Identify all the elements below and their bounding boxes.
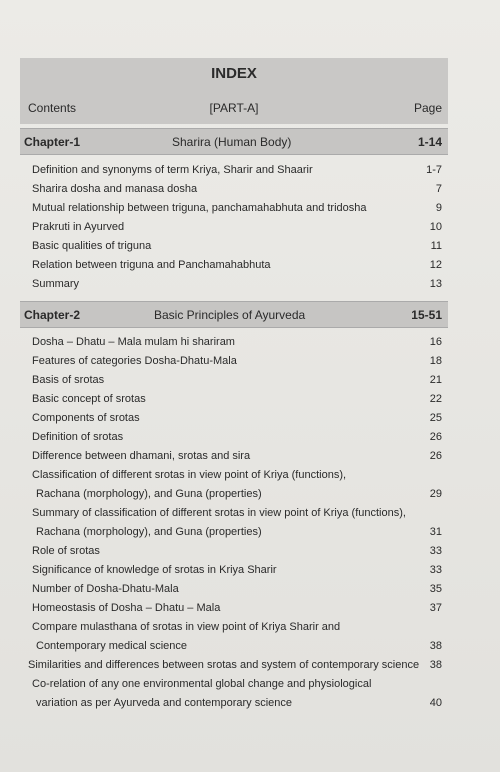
toc-entry[interactable] xyxy=(28,656,442,675)
entry-page: 26 xyxy=(429,431,442,443)
entry-title: Contemporary medical science xyxy=(36,640,188,652)
toc-entry[interactable] xyxy=(32,180,442,199)
toc-entry[interactable] xyxy=(32,371,442,390)
entry-title: Number of Dosha-Dhatu-Mala xyxy=(32,583,179,595)
toc-entry[interactable] xyxy=(32,199,442,218)
entry-title: Summary of classification of different srotas in view point of Kriya (functions), xyxy=(32,507,406,519)
toc-entry[interactable] xyxy=(32,561,442,580)
entry-title: Basis of srotas xyxy=(32,374,105,386)
entry-title: Components of srotas xyxy=(32,412,140,424)
entry-title: Relation between triguna and Panchamahabhuta xyxy=(32,259,271,271)
entry-page: 37 xyxy=(429,602,442,614)
toc-entry[interactable] xyxy=(32,485,442,504)
toc-entry[interactable] xyxy=(32,428,442,447)
entry-page: 38 xyxy=(429,640,442,652)
chapter-1-bar xyxy=(20,128,448,155)
chapter-2-entries xyxy=(28,333,442,713)
entry-page: 38 xyxy=(429,659,442,671)
toc-entry[interactable] xyxy=(32,675,442,694)
toc-entry[interactable] xyxy=(32,523,442,542)
toc-entry[interactable] xyxy=(32,637,442,656)
entry-title: Dosha – Dhatu – Mala mulam hi shariram xyxy=(32,336,235,348)
chapter-number: Chapter-1 xyxy=(24,135,81,149)
entry-page: 13 xyxy=(429,278,442,290)
entry-page: 25 xyxy=(429,412,442,424)
entry-title: Role of srotas xyxy=(32,545,100,557)
entry-title: Homeostasis of Dosha – Dhatu – Mala xyxy=(32,602,221,614)
toc-entry[interactable] xyxy=(32,694,442,713)
toc-entry[interactable] xyxy=(32,352,442,371)
entry-page: 40 xyxy=(429,697,442,709)
chapter-title: Basic Principles of Ayurveda xyxy=(154,308,306,322)
entry-page: 10 xyxy=(429,221,442,233)
entry-page: 16 xyxy=(429,336,442,348)
toc-entry[interactable] xyxy=(32,542,442,561)
chapter-pages: 15-51 xyxy=(411,308,442,322)
entry-title: Rachana (morphology), and Guna (properties) xyxy=(36,526,262,538)
chapter-title: Sharira (Human Body) xyxy=(172,135,292,149)
entry-page: 35 xyxy=(429,583,442,595)
toc-entry[interactable] xyxy=(32,466,442,485)
index-header xyxy=(20,58,448,124)
entry-page: 1-7 xyxy=(426,164,442,176)
entry-page: 18 xyxy=(429,355,442,367)
toc-entry[interactable] xyxy=(32,409,442,428)
entry-title: Prakruti in Ayurved xyxy=(32,221,125,233)
toc-entry[interactable] xyxy=(32,504,442,523)
toc-entry[interactable] xyxy=(32,447,442,466)
entry-title: Definition and synonyms of term Kriya, Sharir and Shaarir xyxy=(32,164,313,176)
entry-title: Definition of srotas xyxy=(32,431,124,443)
entry-page: 7 xyxy=(435,183,442,195)
toc-entry[interactable] xyxy=(32,390,442,409)
entry-title: Summary xyxy=(32,278,80,290)
toc-entry[interactable] xyxy=(32,618,442,637)
toc-entry[interactable] xyxy=(32,256,442,275)
chapter-number: Chapter-2 xyxy=(24,308,81,322)
entry-title: Significance of knowledge of srotas in Kriya Sharir xyxy=(32,564,277,576)
entry-page: 11 xyxy=(430,240,442,252)
entry-page: 26 xyxy=(429,450,442,462)
entry-title: Basic concept of srotas xyxy=(32,393,146,405)
entry-page: 9 xyxy=(435,202,442,214)
toc-entry[interactable] xyxy=(32,237,442,256)
entry-page: 21 xyxy=(429,374,442,386)
toc-entry[interactable] xyxy=(32,333,442,352)
entry-page: 12 xyxy=(429,259,442,271)
index-title: INDEX xyxy=(211,65,257,82)
toc-entry[interactable] xyxy=(32,275,442,294)
entry-page: 33 xyxy=(429,564,442,576)
entry-title: Compare mulasthana of srotas in view point of Kriya Sharir and xyxy=(32,621,341,633)
entry-title: Sharira dosha and manasa dosha xyxy=(32,183,198,195)
part-label: [PART-A] xyxy=(209,101,259,115)
entry-page: 22 xyxy=(429,393,442,405)
toc-entry[interactable] xyxy=(32,218,442,237)
chapter-2-bar xyxy=(20,301,448,328)
chapter-1-entries xyxy=(32,161,442,294)
entry-title: Rachana (morphology), and Guna (properties) xyxy=(36,488,262,500)
entry-title: Basic qualities of triguna xyxy=(32,240,152,252)
entry-title: Similarities and differences between srotas and system of contemporary science xyxy=(28,659,420,671)
entry-page: 29 xyxy=(429,488,442,500)
entry-title: variation as per Ayurveda and contemporary science xyxy=(36,697,292,709)
entry-title: Difference between dhamani, srotas and sira xyxy=(32,450,251,462)
toc-entry[interactable] xyxy=(32,580,442,599)
contents-label: Contents xyxy=(28,101,77,115)
entry-page: 31 xyxy=(429,526,442,538)
entry-page: 33 xyxy=(429,545,442,557)
entry-title: Co-relation of any one environmental global change and physiological xyxy=(32,678,372,690)
page-label: Page xyxy=(413,101,442,115)
toc-entry[interactable] xyxy=(32,161,442,180)
toc-entry[interactable] xyxy=(32,599,442,618)
entry-title: Mutual relationship between triguna, panchamahabhuta and tridosha xyxy=(32,202,367,214)
chapter-pages: 1-14 xyxy=(417,135,442,149)
entry-title: Classification of different srotas in view point of Kriya (functions), xyxy=(32,469,347,481)
entry-title: Features of categories Dosha-Dhatu-Mala xyxy=(32,355,237,367)
